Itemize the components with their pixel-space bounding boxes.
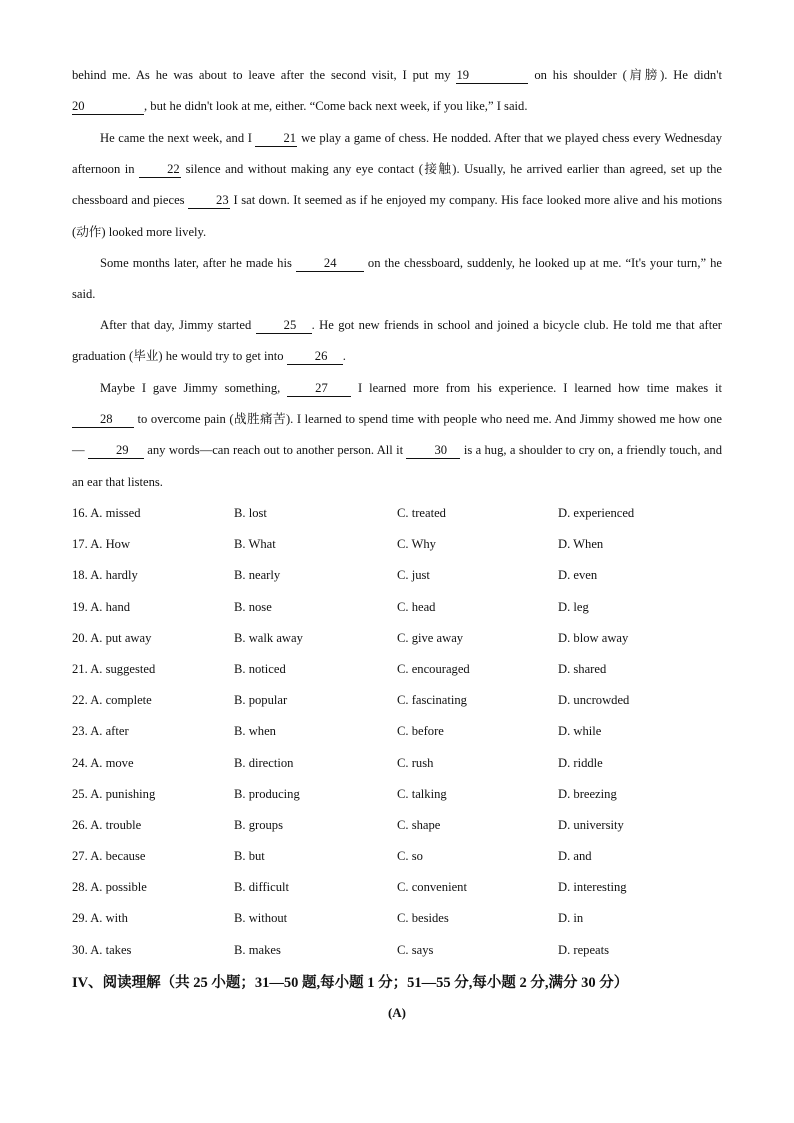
option-a: 19. A. hand (72, 599, 131, 614)
option-b: B. noticed (234, 661, 286, 676)
blank-29: 29 (88, 443, 144, 459)
option-b: B. nearly (234, 568, 281, 583)
passage-text: Some months later, after he made his (100, 256, 296, 270)
option-c: C. rush (397, 755, 434, 770)
option-c: C. head (397, 599, 436, 614)
option-d: D. leg (558, 599, 589, 614)
option-a: 22. A. complete (72, 693, 152, 708)
option-a: 26. A. trouble (72, 817, 142, 832)
option-d: D. even (558, 568, 598, 583)
blank-30: 30 (406, 443, 460, 459)
question-17-options (72, 529, 732, 560)
blank-28: 28 (72, 412, 134, 428)
option-b: B. popular (234, 693, 288, 708)
question-18-options (72, 560, 732, 591)
blank-23: 23 (188, 193, 230, 209)
passage-text: is a hug, a shoulder to cry on, a friendly touch, and an ear that listens. (72, 443, 723, 489)
blank-25: 25 (256, 318, 312, 334)
option-a: 18. A. hardly (72, 568, 138, 583)
option-d: D. experienced (558, 506, 635, 520)
option-c: C. besides (397, 911, 449, 926)
passage-paragraph-5 (72, 373, 722, 498)
option-b: B. without (234, 911, 288, 926)
option-d: D. while (558, 724, 602, 739)
blank-21: 21 (255, 131, 297, 147)
option-d: D. uncrowded (558, 693, 630, 708)
question-20-options (72, 623, 732, 654)
option-d: D. university (558, 817, 624, 832)
option-c: C. give away (397, 630, 464, 645)
option-c: C. convenient (397, 880, 467, 895)
question-23-options (72, 716, 732, 747)
passage-text: . He got new friends in school and joined a bicycle club. He told me that after graduation (毕业) he would try to get into (72, 318, 723, 364)
option-a: 24. A. move (72, 755, 134, 770)
option-d: D. blow away (558, 630, 629, 645)
passage-text: on the chessboard, suddenly, he looked up at me. “It's your turn,” he said. (72, 256, 722, 302)
passage-text: He came the next week, and I (100, 131, 256, 145)
option-c: C. talking (397, 786, 447, 801)
option-b: B. What (234, 537, 276, 552)
option-d: D. in (558, 911, 584, 926)
option-b: B. lost (234, 506, 267, 520)
option-d: D. riddle (558, 755, 603, 770)
option-a: 23. A. after (72, 724, 129, 739)
question-30-options (72, 935, 732, 966)
option-c: C. so (397, 849, 423, 864)
option-d: D. interesting (558, 880, 627, 895)
question-25-options (72, 779, 732, 810)
option-c: C. before (397, 724, 444, 739)
passage-text: behind me. As he was about to leave after the second visit, I put my (72, 68, 457, 82)
option-b: B. when (234, 724, 276, 739)
question-29-options (72, 903, 732, 934)
option-b: B. direction (234, 755, 294, 770)
passage-text: . (342, 349, 346, 364)
passage-text: any words—can reach out to another person. All it (143, 443, 407, 458)
option-d: D. breezing (558, 786, 617, 801)
option-a: 25. A. punishing (72, 786, 156, 801)
passage-text: silence and without making any eye contact (接触). Usually, he arrived earlier than agreed, set up the chessboard and pieces (72, 162, 722, 208)
option-a: 29. A. with (72, 911, 128, 926)
option-b: B. walk away (234, 630, 303, 645)
option-b: B. groups (234, 817, 283, 832)
blank-27: 27 (287, 381, 351, 397)
option-a: 21. A. suggested (72, 661, 156, 676)
passage-paragraph-1 (72, 60, 722, 122)
question-28-options (72, 872, 732, 903)
passage-text: , but he didn't look at me, either. “Come back next week, if you like,” I said. (144, 99, 528, 114)
passage-text: I sat down. It seemed as if he enjoyed my company. His face looked more alive and his motions (动作) looked more lively. (72, 193, 722, 239)
option-d: D. When (558, 537, 604, 552)
option-c: C. Why (397, 537, 436, 552)
question-24-options (72, 748, 732, 779)
question-16-options (72, 498, 732, 529)
option-c: C. just (397, 568, 430, 583)
option-d: D. shared (558, 661, 607, 676)
blank-24: 24 (296, 256, 364, 272)
section-heading: IV、阅读理解（共 25 小题；31—50 题,每小题 1 分；51—55 分,每小题 2 分,满分 30 分） (72, 975, 629, 991)
option-c: C. treated (397, 506, 446, 520)
subsection-label: (A) (387, 1005, 407, 1020)
passage-text: we play a game of chess. He nodded. After that we played chess every Wednesday afternoon in (72, 131, 722, 177)
option-a: 17. A. How (72, 537, 131, 552)
passage-paragraph-3 (72, 248, 722, 310)
passage-paragraph-2 (72, 123, 722, 248)
answer-options-list (72, 498, 732, 966)
option-b: B. nose (234, 599, 272, 614)
blank-22: 22 (139, 162, 181, 178)
option-a: 30. A. takes (72, 942, 132, 957)
question-22-options (72, 685, 732, 716)
option-b: B. difficult (234, 880, 290, 895)
question-27-options (72, 841, 732, 872)
option-b: B. producing (234, 786, 300, 801)
passage-text: Maybe I gave Jimmy something, (100, 381, 288, 395)
passage-text: After that day, Jimmy started (100, 318, 256, 332)
question-21-options (72, 654, 732, 685)
blank-20: 20 (72, 99, 144, 115)
question-26-options (72, 810, 732, 841)
option-a: 27. A. because (72, 849, 146, 864)
option-c: C. encouraged (397, 661, 470, 676)
option-a: 16. A. missed (72, 506, 141, 520)
passage-paragraph-4 (72, 310, 722, 372)
option-c: C. fascinating (397, 693, 467, 708)
option-d: D. and (558, 849, 592, 864)
option-a: 28. A. possible (72, 880, 147, 895)
passage-text: to overcome pain (战胜痛苦). I learned to spend time with people who need me. And Jimmy showed me how one— (72, 412, 722, 458)
option-b: B. but (234, 849, 265, 864)
option-b: B. makes (234, 942, 281, 957)
passage-text: I learned more from his experience. I learned how time makes it (351, 381, 722, 395)
blank-26: 26 (287, 349, 343, 365)
option-a: 20. A. put away (72, 630, 152, 645)
passage-text: on his shoulder (肩膀). He didn't (528, 68, 722, 82)
option-c: C. says (397, 942, 434, 957)
option-c: C. shape (397, 817, 441, 832)
option-d: D. repeats (558, 942, 610, 957)
question-19-options (72, 592, 732, 623)
blank-19: 19 (456, 68, 528, 84)
